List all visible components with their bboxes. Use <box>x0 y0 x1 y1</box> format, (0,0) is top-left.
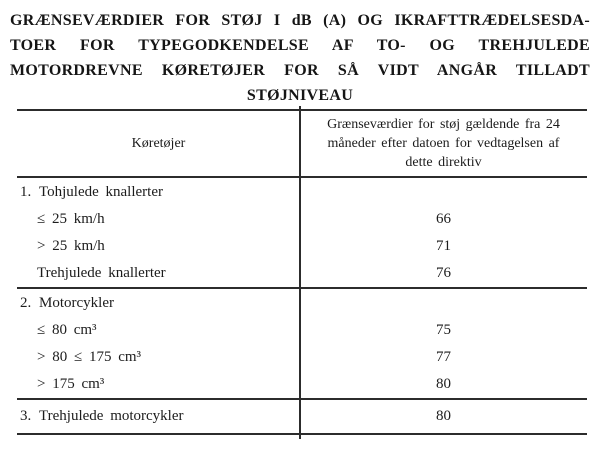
section-header-row <box>17 178 587 206</box>
table-header-row <box>17 111 587 178</box>
section-label: Motorcykler <box>39 294 114 311</box>
document-title <box>10 8 590 108</box>
table-row <box>17 260 587 287</box>
title-line-4: STØJNIVEAU <box>246 87 354 104</box>
noise-limit-cell: 66 <box>436 211 451 227</box>
noise-limits-table <box>17 109 587 435</box>
vehicle-category-cell: > 80 ≤ 175 cm³ <box>37 349 142 365</box>
title-line-3: MOTORDREVNE KØRETØJER FOR SÅ VIDT ANGÅR TILLADT <box>10 62 590 79</box>
noise-limit-cell: 71 <box>436 238 451 254</box>
section-label: Tohjulede knallerter <box>39 183 163 200</box>
noise-limit-cell: 75 <box>436 322 451 338</box>
table-row <box>17 233 587 260</box>
section-label: Trehjulede motorcykler <box>39 408 184 424</box>
limits-column-header: Grænseværdier for støj gældende fra 24 måneder efter datoen for vedtagelsen af dette direktiv <box>327 117 560 170</box>
table-section-motorcykler <box>17 289 587 400</box>
section-number: 1. <box>20 183 32 200</box>
document-page <box>0 8 600 450</box>
vehicle-category-cell: ≤ 25 km/h <box>37 211 105 227</box>
noise-limit-cell: 76 <box>436 265 451 281</box>
noise-limit-cell: 80 <box>436 408 451 424</box>
section-header-row <box>17 289 587 317</box>
section-title-cell <box>17 178 300 206</box>
empty-value-cell <box>300 289 587 317</box>
noise-limit-cell: 80 <box>436 376 451 392</box>
empty-value-cell <box>300 178 587 206</box>
vehicle-category-cell: ≤ 80 cm³ <box>37 322 97 338</box>
noise-limit-cell: 77 <box>436 349 451 365</box>
title-line-2: TOER FOR TYPEGODKENDELSE AF TO- OG TREHJULEDE <box>10 37 590 54</box>
table-row <box>17 317 587 344</box>
table-row <box>17 206 587 233</box>
vehicle-category-cell: > 25 km/h <box>37 238 105 254</box>
table-row <box>17 344 587 371</box>
vehicles-column-header: Køretøjer <box>131 136 186 151</box>
vehicle-category-cell: Trehjulede knallerter <box>37 265 166 281</box>
table-section-trehjulede-motorcykler <box>17 400 587 433</box>
section-number: 2. <box>20 294 32 311</box>
vehicle-category-cell: > 175 cm³ <box>37 376 105 392</box>
title-line-1: GRÆNSEVÆRDIER FOR STØJ I dB (A) OG IKRAFTTRÆDELSESDA- <box>10 12 590 29</box>
section-title-cell <box>17 289 300 317</box>
section-title-cell <box>17 400 300 433</box>
table-section-tohjulede-knallerter <box>17 178 587 289</box>
column-divider-line <box>299 106 301 439</box>
table-row <box>17 371 587 398</box>
section-number: 3. <box>20 408 32 424</box>
